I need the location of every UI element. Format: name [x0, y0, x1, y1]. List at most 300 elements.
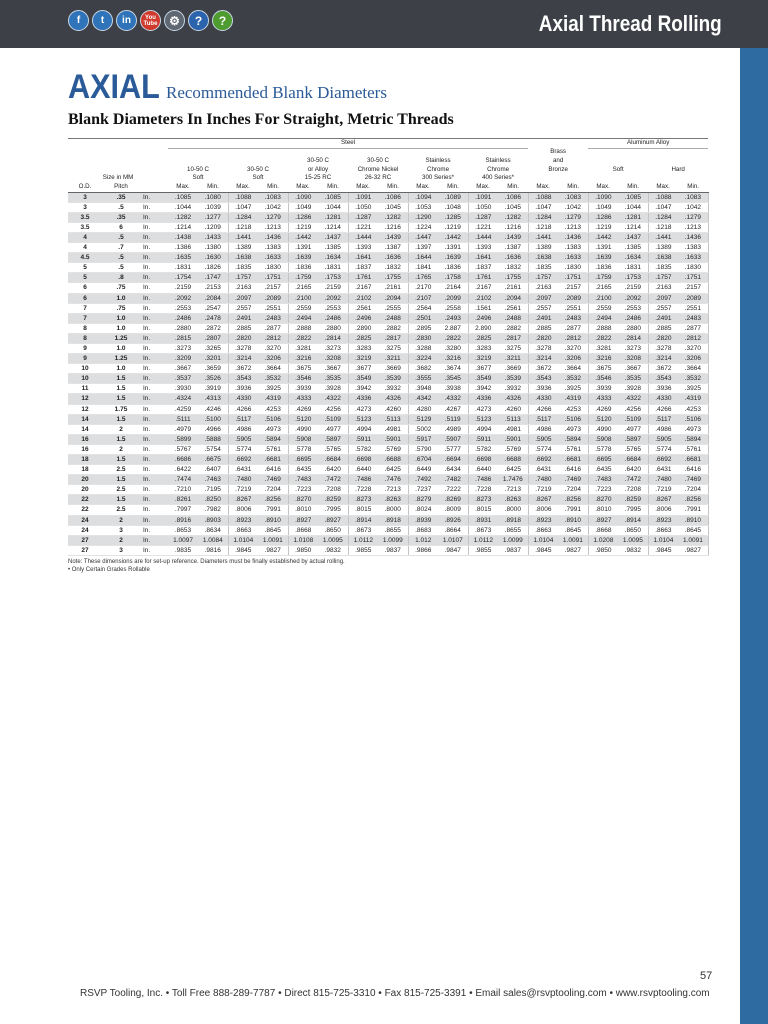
value-cell: .7483: [288, 475, 318, 485]
value-cell: .5117: [648, 414, 678, 424]
value-cell: .8668: [588, 525, 618, 535]
value-cell: .2165: [588, 283, 618, 293]
value-cell: .7991: [258, 505, 288, 515]
value-cell: .1287: [348, 212, 378, 222]
value-cell: .7219: [528, 485, 558, 495]
value-cell: .5901: [378, 434, 408, 444]
value-cell: .3938: [438, 384, 468, 394]
question-check-icon[interactable]: ?: [212, 10, 233, 31]
value-cell: .1086: [498, 192, 528, 202]
unit-cell: In.: [140, 525, 168, 535]
od-cell: 10: [68, 374, 102, 384]
value-cell: .1759: [588, 273, 618, 283]
material-header: Chrome: [487, 165, 510, 173]
unit-header: [140, 183, 168, 192]
value-cell: .7222: [438, 485, 468, 495]
value-cell: .1380: [198, 243, 228, 253]
value-cell: .8926: [438, 515, 468, 525]
gear-icon[interactable]: ⚙: [164, 10, 185, 31]
value-cell: .3939: [288, 384, 318, 394]
value-cell: .3546: [288, 374, 318, 384]
value-cell: .1636: [498, 253, 528, 263]
unit-cell: In.: [140, 323, 168, 333]
material-header: [588, 174, 648, 183]
value-cell: .1045: [378, 202, 408, 212]
value-cell: .2559: [588, 303, 618, 313]
value-cell: .8256: [678, 495, 708, 505]
value-cell: .1444: [348, 232, 378, 242]
value-cell: .1214: [318, 222, 348, 232]
pitch-cell: 2: [102, 515, 140, 525]
value-cell: .1083: [558, 192, 588, 202]
value-cell: .1216: [498, 222, 528, 232]
value-cell: .3674: [438, 364, 468, 374]
value-cell: .3672: [228, 364, 258, 374]
value-cell: .1386: [168, 243, 198, 253]
value-cell: .1281: [618, 212, 648, 222]
value-cell: .7213: [498, 485, 528, 495]
value-cell: .5774: [228, 444, 258, 454]
value-cell: .1282: [498, 212, 528, 222]
value-cell: .2551: [558, 303, 588, 313]
value-cell: .7472: [618, 475, 648, 485]
od-cell: 20: [68, 485, 102, 495]
od-cell: 27: [68, 535, 102, 545]
table-row: [68, 535, 708, 545]
value-cell: .8000: [378, 505, 408, 515]
value-cell: .1835: [228, 263, 258, 273]
value-cell: .3919: [198, 384, 228, 394]
material-header: Stainless: [425, 157, 451, 165]
value-cell: .5754: [198, 444, 228, 454]
value-cell: .6681: [678, 455, 708, 465]
value-cell: .2557: [648, 303, 678, 313]
material-header: [648, 157, 708, 166]
value-cell: .6435: [588, 465, 618, 475]
unit-cell: In.: [140, 465, 168, 475]
table-row: [68, 525, 708, 535]
pitch-cell: 3: [102, 525, 140, 535]
min-header: Min.: [498, 183, 528, 192]
pitch-cell: 1.25: [102, 354, 140, 364]
value-cell: .4330: [648, 394, 678, 404]
value-cell: .9850: [288, 545, 318, 555]
od-cell: 22: [68, 505, 102, 515]
material-header: 30-50 C: [247, 165, 270, 173]
value-cell: .8650: [618, 525, 648, 535]
value-cell: .1837: [348, 263, 378, 273]
value-cell: .2877: [678, 323, 708, 333]
unit-cell: In.: [140, 283, 168, 293]
value-cell: .1835: [528, 263, 558, 273]
value-cell: .1635: [168, 253, 198, 263]
value-cell: 1.012: [408, 535, 438, 545]
value-cell: .2159: [168, 283, 198, 293]
value-cell: .8256: [258, 495, 288, 505]
value-cell: .1279: [678, 212, 708, 222]
value-cell: .2094: [378, 293, 408, 303]
value-cell: .2157: [558, 283, 588, 293]
value-cell: .8273: [468, 495, 498, 505]
value-cell: .3270: [558, 343, 588, 353]
unit-cell: In.: [140, 485, 168, 495]
value-cell: .3214: [648, 354, 678, 364]
value-cell: .1214: [618, 222, 648, 232]
value-cell: .8914: [618, 515, 648, 525]
max-header: Max.: [528, 183, 558, 192]
value-cell: .5761: [258, 444, 288, 454]
value-cell: .2559: [288, 303, 318, 313]
value-cell: .7476: [378, 475, 408, 485]
material-header: [228, 157, 288, 166]
value-cell: .2882: [378, 323, 408, 333]
linkedin-icon[interactable]: in: [116, 10, 137, 31]
value-cell: .4269: [588, 404, 618, 414]
max-header: Max.: [228, 183, 258, 192]
value-cell: .4989: [438, 424, 468, 434]
value-cell: .3549: [348, 374, 378, 384]
value-cell: .1221: [468, 222, 498, 232]
table-row: [68, 414, 708, 424]
value-cell: .3201: [198, 354, 228, 364]
table-row: [68, 202, 708, 212]
value-cell: .5917: [408, 434, 438, 444]
value-cell: .8910: [678, 515, 708, 525]
value-cell: .6420: [618, 465, 648, 475]
value-cell: .8918: [378, 515, 408, 525]
value-cell: .3278: [228, 343, 258, 353]
value-cell: .2553: [168, 303, 198, 313]
value-cell: .1088: [648, 192, 678, 202]
value-cell: .8250: [198, 495, 228, 505]
value-cell: .8931: [468, 515, 498, 525]
value-cell: .1284: [228, 212, 258, 222]
value-cell: .1091: [348, 192, 378, 202]
value-cell: .2820: [528, 333, 558, 343]
value-cell: .6688: [498, 455, 528, 465]
value-cell: .3942: [468, 384, 498, 394]
value-cell: .4332: [438, 394, 468, 404]
max-header: Max.: [588, 183, 618, 192]
value-cell: .3545: [438, 374, 468, 384]
material-header: 10-50 C: [187, 165, 210, 173]
value-cell: .3546: [588, 374, 618, 384]
value-cell: .1639: [288, 253, 318, 263]
table-row: [68, 333, 708, 343]
value-cell: .3270: [678, 343, 708, 353]
table-row: [68, 485, 708, 495]
value-cell: .4253: [258, 404, 288, 414]
value-cell: .1089: [438, 192, 468, 202]
value-cell: .6692: [528, 455, 558, 465]
value-cell: .2167: [468, 283, 498, 293]
twitter-icon[interactable]: t: [92, 10, 113, 31]
pitch-cell: 3: [102, 545, 140, 555]
value-cell: .4266: [528, 404, 558, 414]
value-cell: .9832: [318, 545, 348, 555]
value-cell: .3283: [348, 343, 378, 353]
value-cell: .1224: [408, 222, 438, 232]
value-cell: .5106: [258, 414, 288, 424]
material-header: [168, 148, 228, 157]
value-cell: .8263: [498, 495, 528, 505]
header-blank: [528, 139, 588, 149]
value-cell: .2089: [258, 293, 288, 303]
value-cell: .3273: [618, 343, 648, 353]
value-cell: 1.0104: [528, 535, 558, 545]
value-cell: .1441: [228, 232, 258, 242]
value-cell: .5769: [378, 444, 408, 454]
min-header: Min.: [198, 183, 228, 192]
value-cell: .4273: [468, 404, 498, 414]
value-cell: .5129: [408, 414, 438, 424]
value-cell: .3539: [498, 374, 528, 384]
value-cell: .2084: [198, 293, 228, 303]
unit-cell: In.: [140, 545, 168, 555]
value-cell: .2483: [558, 313, 588, 323]
value-cell: .2820: [648, 333, 678, 343]
value-cell: .5894: [258, 434, 288, 444]
value-cell: .2822: [588, 333, 618, 343]
value-cell: .1753: [318, 273, 348, 283]
blank-diameter-table: [68, 138, 709, 556]
od-cell: 4: [68, 232, 102, 242]
value-cell: .8270: [288, 495, 318, 505]
value-cell: .2488: [498, 313, 528, 323]
pitch-cell: .35: [102, 212, 140, 222]
table-row: [68, 475, 708, 485]
unit-cell: In.: [140, 455, 168, 465]
value-cell: .4342: [408, 394, 438, 404]
value-cell: .2812: [558, 333, 588, 343]
value-cell: .8903: [198, 515, 228, 525]
value-cell: .1218: [648, 222, 678, 232]
table-row: [68, 444, 708, 454]
value-cell: .1639: [438, 253, 468, 263]
value-cell: .6425: [378, 465, 408, 475]
material-header: [288, 148, 348, 157]
value-cell: .4326: [498, 394, 528, 404]
value-cell: .3280: [438, 343, 468, 353]
value-cell: 1.0084: [198, 535, 228, 545]
value-cell: .9835: [168, 545, 198, 555]
value-cell: .5897: [318, 434, 348, 444]
od-cell: 14: [68, 424, 102, 434]
value-cell: .3543: [228, 374, 258, 384]
facebook-icon[interactable]: f: [68, 10, 89, 31]
od-cell: 27: [68, 545, 102, 555]
value-cell: .4986: [648, 424, 678, 434]
value-cell: .3537: [168, 374, 198, 384]
value-cell: .3948: [408, 384, 438, 394]
value-cell: .1385: [318, 243, 348, 253]
value-cell: .3211: [498, 354, 528, 364]
table-row: [68, 384, 708, 394]
value-cell: .1758: [438, 273, 468, 283]
value-cell: .7472: [318, 475, 348, 485]
value-cell: .8927: [318, 515, 348, 525]
value-cell: .1837: [468, 263, 498, 273]
value-cell: .3216: [438, 354, 468, 364]
table-row: [68, 192, 708, 202]
value-cell: .9845: [648, 545, 678, 555]
value-cell: .7228: [468, 485, 498, 495]
value-cell: .1085: [618, 192, 648, 202]
pitch-cell: .7: [102, 243, 140, 253]
value-cell: .8923: [648, 515, 678, 525]
value-cell: .4977: [618, 424, 648, 434]
value-cell: .9847: [438, 545, 468, 555]
value-cell: .8256: [558, 495, 588, 505]
value-cell: .7213: [378, 485, 408, 495]
value-cell: .9845: [528, 545, 558, 555]
value-cell: .1393: [468, 243, 498, 253]
value-cell: .3664: [258, 364, 288, 374]
table-row: [68, 313, 708, 323]
value-cell: .2488: [378, 313, 408, 323]
material-header: Hard: [671, 165, 685, 173]
value-cell: .4319: [558, 394, 588, 404]
value-cell: .1831: [618, 263, 648, 273]
value-cell: .1397: [408, 243, 438, 253]
value-cell: .1436: [558, 232, 588, 242]
value-cell: .4322: [618, 394, 648, 404]
table-row: [68, 465, 708, 475]
value-cell: .1442: [288, 232, 318, 242]
unit-cell: In.: [140, 202, 168, 212]
value-cell: .4253: [678, 404, 708, 414]
value-cell: .5782: [348, 444, 378, 454]
pitch-cell: 2.5: [102, 465, 140, 475]
value-cell: .5767: [168, 444, 198, 454]
value-cell: .4973: [558, 424, 588, 434]
od-cell: 18: [68, 465, 102, 475]
value-cell: .1383: [258, 243, 288, 253]
value-cell: .1284: [648, 212, 678, 222]
unit-cell: In.: [140, 384, 168, 394]
value-cell: .8673: [468, 525, 498, 535]
material-header: [228, 148, 288, 157]
material-header: [588, 148, 648, 157]
unit-cell: In.: [140, 394, 168, 404]
value-cell: .9832: [618, 545, 648, 555]
table-row: [68, 364, 708, 374]
unit-cell: In.: [140, 364, 168, 374]
value-cell: 1.0091: [558, 535, 588, 545]
od-cell: 14: [68, 414, 102, 424]
value-cell: .1088: [528, 192, 558, 202]
value-cell: .1830: [258, 263, 288, 273]
value-cell: .8267: [228, 495, 258, 505]
material-header: Stainless: [485, 157, 511, 165]
value-cell: .9845: [228, 545, 258, 555]
value-cell: .2885: [228, 323, 258, 333]
pitch-cell: 1.25: [102, 333, 140, 343]
value-cell: .3543: [648, 374, 678, 384]
value-cell: .1441: [528, 232, 558, 242]
value-cell: .2880: [618, 323, 648, 333]
value-cell: .4273: [348, 404, 378, 414]
value-cell: .1282: [378, 212, 408, 222]
note-text: Note: These dimensions are for set-up reference. Diameters must be finally established by actual rolling.: [68, 558, 345, 565]
min-header: Min.: [558, 183, 588, 192]
material-header: [588, 157, 648, 166]
value-cell: .1049: [288, 202, 318, 212]
header-blank: [68, 166, 168, 175]
value-cell: .6425: [498, 465, 528, 475]
value-cell: .1279: [258, 212, 288, 222]
min-header: Min.: [678, 183, 708, 192]
value-cell: .8914: [348, 515, 378, 525]
value-cell: .3555: [408, 374, 438, 384]
value-cell: .7210: [168, 485, 198, 495]
value-cell: .1393: [348, 243, 378, 253]
value-cell: .8024: [408, 505, 438, 515]
table-row: [68, 394, 708, 404]
value-cell: .9816: [198, 545, 228, 555]
value-cell: .1633: [678, 253, 708, 263]
value-cell: .2099: [438, 293, 468, 303]
material-header: Chrome Nickel: [357, 165, 399, 173]
value-cell: .5109: [318, 414, 348, 424]
value-cell: .3214: [528, 354, 558, 364]
value-cell: .1755: [498, 273, 528, 283]
help-icon[interactable]: ?: [188, 10, 209, 31]
value-cell: .7469: [258, 475, 288, 485]
value-cell: .1830: [558, 263, 588, 273]
value-cell: .3275: [378, 343, 408, 353]
value-cell: .9827: [558, 545, 588, 555]
value-cell: .5790: [408, 444, 438, 454]
value-cell: .3669: [378, 364, 408, 374]
value-cell: .4269: [288, 404, 318, 414]
youtube-icon[interactable]: You Tube: [140, 10, 161, 31]
pitch-cell: .75: [102, 303, 140, 313]
header-row-material: [68, 148, 708, 157]
value-cell: .2089: [558, 293, 588, 303]
value-cell: .2877: [558, 323, 588, 333]
min-header: Min.: [618, 183, 648, 192]
unit-cell: In.: [140, 515, 168, 525]
pitch-cell: 1.5: [102, 434, 140, 444]
value-cell: .3206: [678, 354, 708, 364]
value-cell: .4256: [318, 404, 348, 414]
value-cell: .1090: [588, 192, 618, 202]
value-cell: .4994: [468, 424, 498, 434]
value-cell: .8916: [168, 515, 198, 525]
unit-cell: In.: [140, 293, 168, 303]
value-cell: .1391: [588, 243, 618, 253]
max-header: Max.: [648, 183, 678, 192]
value-cell: .1832: [378, 263, 408, 273]
value-cell: .6692: [648, 455, 678, 465]
header-row-material: [68, 166, 708, 175]
value-cell: .1441: [648, 232, 678, 242]
unit-cell: In.: [140, 495, 168, 505]
value-cell: .1641: [348, 253, 378, 263]
pitch-cell: 2.5: [102, 505, 140, 515]
value-cell: .4973: [258, 424, 288, 434]
value-cell: .5911: [468, 434, 498, 444]
value-cell: .3224: [408, 354, 438, 364]
value-cell: .2483: [258, 313, 288, 323]
value-cell: .2551: [258, 303, 288, 313]
value-cell: .1751: [258, 273, 288, 283]
value-cell: .1080: [198, 192, 228, 202]
value-cell: .1219: [438, 222, 468, 232]
value-cell: .1039: [198, 202, 228, 212]
value-cell: .4260: [498, 404, 528, 414]
